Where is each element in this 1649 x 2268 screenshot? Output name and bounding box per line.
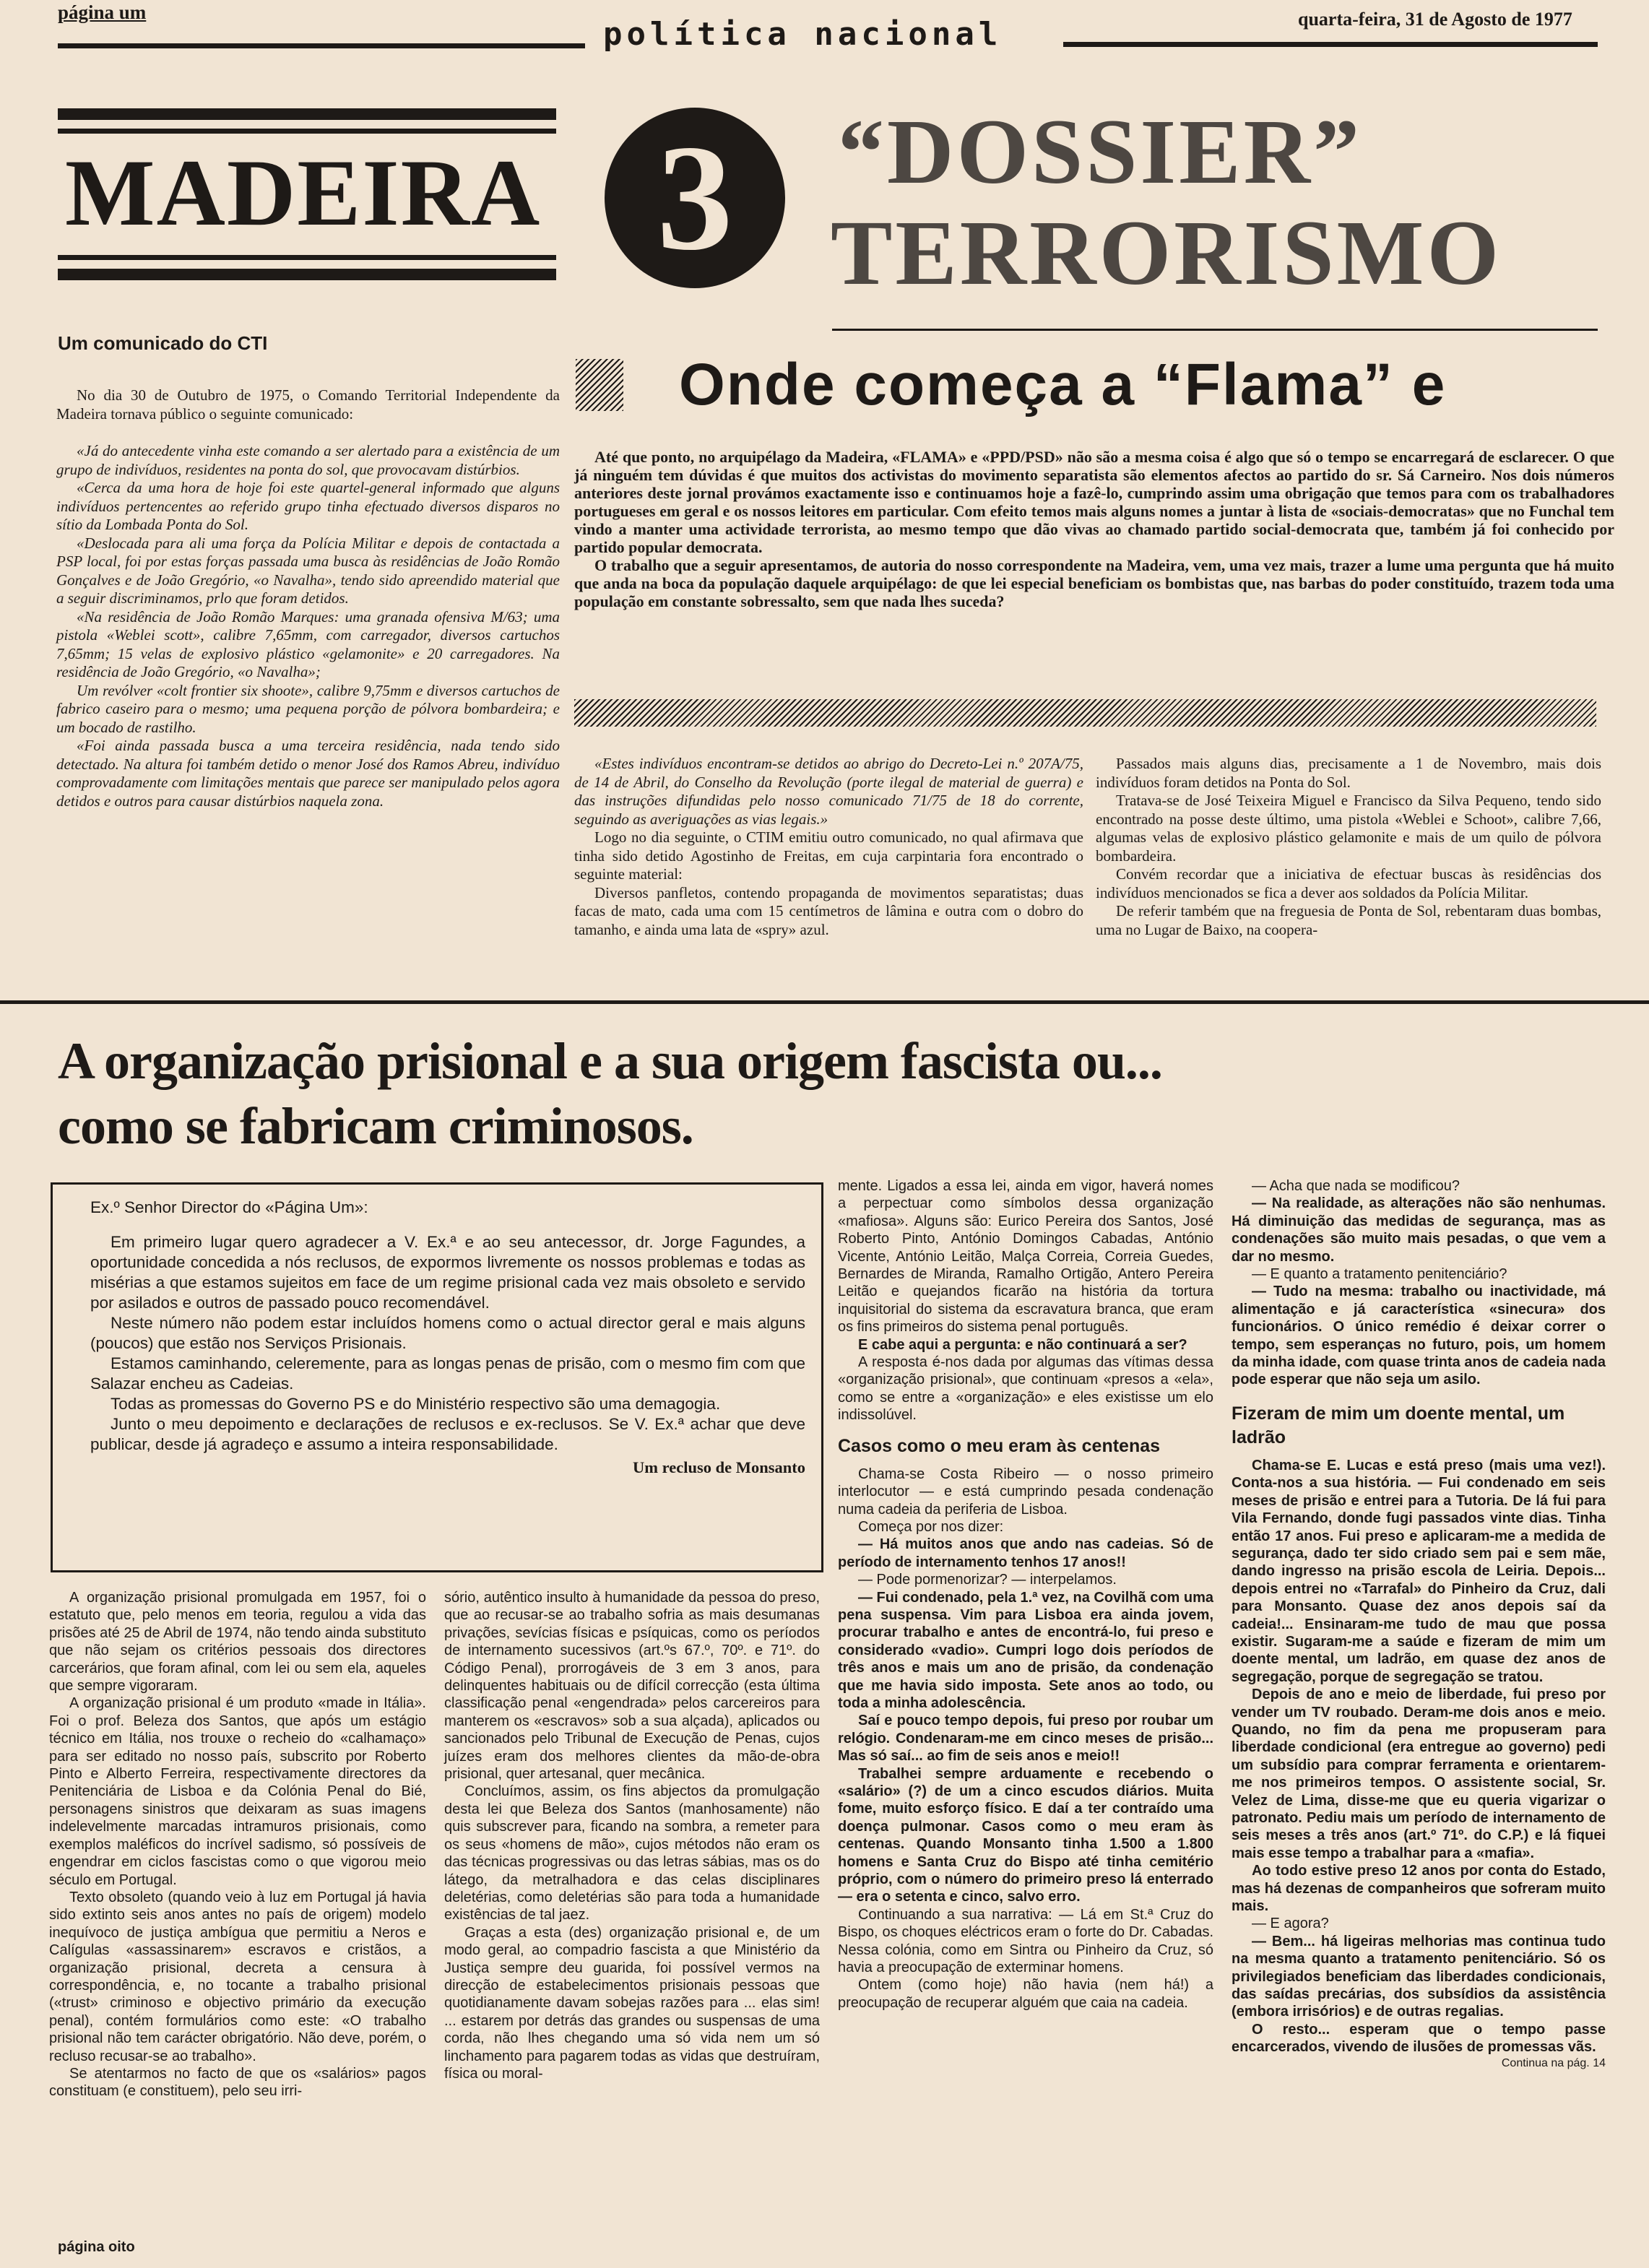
title-underline [832,329,1598,331]
prison-paragraph: E cabe aqui a pergunta: e não continuará a ser? [858,1336,1187,1353]
prison-paragraph: — E quanto a tratamento penitenciário? [1252,1266,1507,1283]
banner-region: MADEIRA [65,139,542,246]
flama-paragraph: Tratava-se de José Teixeira Miguel e Francisco da Silva Pequeno, tendo sido encontrado na posse deste último, uma pistola «Weblei e Schoot», calibre 7,66, algumas velas de explosivo plástico gelamonite e mais de um quilo de pólvora bombardeira. [1096,792,1601,865]
flama-paragraph: Logo no dia seguinte, o CTIM emitiu outro comunicado, no qual afirmava que tinha sido detido Agostinho de Freitas, em cuja carpintaria fora encontrado o seguinte material: [574,828,1083,883]
prison-paragraph: Chama-se Costa Ribeiro — o nosso primeiro interlocutor — e está cumprindo pesada condenação numa cadeia da periferia de Lisboa. [838,1466,1213,1518]
banner-rule [58,269,556,280]
header-rule-left [58,43,585,48]
prison-column-4 [1232,1177,1606,2071]
page-label: página oito [58,2239,135,2255]
prison-paragraph: Texto obsoleto (quando veio à luz em Portugal já havia sido extinto seis anos antes no país de origem) modelo inequívoco de justiça ambígua que permitiu a Neros e Calígulas «assassinarem» escravos e cristãos, a organização prisional, decreta a censura à correspondência, e, no tocante a trabalho prisional («trust» criminoso e objectivo primário da execução penal), contém formulários como este: «O trabalho prisional não tem carácter obrigatório. Não deve, porém, o recluso recusar-se ao trabalho». [49,1889,426,2064]
prison-paragraph: Trabalhei sempre arduamente e recebendo o «salário» (?) de um a cinco escudos diários. Muita fome, muito esforço físico. E daí a ter contraído uma doença pulmonar. Casos como o meu eram às centenas. Quando Monsanto tinha 1.500 a 1.800 homens e Santa Cruz do Bispo até tinha cemitério próprio, com o número do primeiro preso lá enterrado — era o setenta e cinco, salvo erro. [838,1765,1213,1905]
prison-paragraph: Graças a esta (des) organização prisional e, de um modo geral, ao compadrio fascista a que Ministério da Justiça sempre deu guarida, foi possível vermos na direcção de estabelecimentos prisionais pessoas que quotidianamente davam sobejas razões para ... elas sim! ... estarem por detrás das grandes ou suspensas de uma corda, não lhes chegando uma só vida nem um só linchamento para pagarem todas as vidas que destruíram, física ou moral- [444,1924,820,2082]
prison-paragraph: Concluímos, assim, os fins abjectos da promulgação desta lei que Beleza dos Santos (manhosamente) não quis subscrever para, ficando na sombra, a remeter para os seus «homens de mão», cujos métodos não eram os das técnicas progressivas ou das letras sábias, mas os do látego, da metralhadora e das celas disciplinares deletérias, como deletérias são para toda a humanidade existências de tal jaez. [444,1783,820,1923]
cti-heading: Um comunicado do CTI [58,332,268,354]
letter-salutation: Ex.º Senhor Director do «Página Um»: [90,1198,368,1216]
prison-paragraph: Ontem (como hoje) não havia (nem há!) a preocupação de recuperar alguém que caia na cadeia. [838,1977,1213,2011]
hatch-block [576,359,623,411]
letter-signature: Um recluso de Monsanto [633,1458,805,1476]
hatch-divider [574,699,1596,727]
prison-paragraph: Saí e pouco tempo depois, fui preso por roubar um relógio. Condenaram-me em cinco meses de prisão... Mas só saí... ao fim de seis anos e meio!! [838,1713,1213,1765]
cti-quote: «Na residência de João Romão Marques: uma granada ofensiva M/63; uma pistola «Weblei scott», calibre 7,65mm, com carregador, diversos cartuchos 7,65mm; 15 velas de explosivo plástico «gelamonite» e 20 carregadores. Na residência de João Gregório, «o Navalha»; [56,607,560,680]
prison-paragraph: — Acha que nada se modificou? [1252,1178,1460,1194]
prison-paragraph: — E agora? [1252,1916,1329,1932]
prison-paragraph: — Na realidade, as alterações não são nenhumas. Há diminuição das medidas de segurança, mas as condenações são muito mais pesadas, o que vem a dar no mesmo. [1232,1195,1606,1265]
banner-rule [58,129,556,134]
banner-rule [58,108,556,120]
prison-paragraph: O resto... esperam que o tempo passe encarcerados, vivendo de ilusões de promessas vãs. [1232,2021,1606,2056]
section-title: política nacional [603,16,1003,53]
cti-communique [56,442,560,810]
issue-date: quarta-feira, 31 de Agosto de 1977 [1298,9,1572,30]
issue-number-badge [605,108,785,288]
letter-body [90,1198,805,1478]
prison-paragraph: — Bem... há ligeiras melhorias mas continua tudo na mesma quanto a tratamento penitenciário. Só os privilegiados beneficiam das liberdades condicionais, das saídas precárias, dos subsídios da assistência (embora irrisórios) e de outras regalias. [1232,1933,1606,2020]
letter-paragraph: Todas as promessas do Governo PS e do Ministério respectivo são uma demagogia. [111,1395,721,1413]
prison-paragraph: mente. Ligados a essa lei, ainda em vigor, haverá nomes a perpectuar como símbolos dessa organização «mafiosa». Alguns são: Eurico Pereira dos Santos, José Roberto Pinto, António Domingos Cabadas, António Vicente, António Leitão, Malça Correia, Correia Guedes, Bernardes de Miranda, Ramalho Ortigão, Antero Pereira Leitão e quejandos ficarão na história da tortura inquisitorial do sistema da escravatura branca, que eram os fins primeiros do sistema penal português. [838,1178,1213,1336]
cases-subhead: Casos como o meu eram às centenas [838,1435,1161,1456]
letter-paragraph: Em primeiro lugar quero agradecer a V. Ex.ª e ao seu antecessor, dr. Jorge Fagundes, a oportunidade concedida a nós reclusos, de expormos livremente os nossos problemas e todas as misérias a que estamos sujeitos em face de um regime prisional cada vez mais obsoleto e servido por asilados e outros de passado pouco recomendável. [90,1233,805,1312]
prison-paragraph: — Há muitos anos que ando nas cadeias. Só de período de internamento tenhos 17 anos!! [838,1536,1213,1570]
paper-name: página um [58,1,147,23]
prison-headline: como se fabricam criminosos. [58,1097,693,1155]
prison-paragraph: Depois de ano e meio de liberdade, fui preso por vender um TV roubado. Deram-me dois anos e meio. Quando, no fim da pena me propuseram para liberdade condicional (era entregue ao governo) pedi um subsídio para comprar ferramenta e orientarem-me nos primeiros tempos. O assistente social, Sr. Velez de Lima, disse-me que eu queria vigarizar o patronato. Pediu mais um período de internamento de seis meses a três anos (art.º 71º. do C.P.) e lá fiquei mais esse tempo a trabalhar para a «mafia». [1232,1687,1606,1861]
prison-headline: A organização prisional e a sua origem fascista ou... [58,1032,1162,1090]
cti-quote: «Já do antecedente vinha este comando a ser alertado para a existência de um grupo de indivíduos, residentes na ponta do sol, que provocavam distúrbios. [56,442,560,478]
continued-note: Continua na pág. 14 [1501,2056,1606,2069]
flama-headline: Onde começa a “Flama” e [679,352,1447,417]
flama-paragraph: Passados mais alguns dias, precisamente a 1 de Novembro, mais dois indivíduos foram detidos na Ponta do Sol. [1096,755,1601,791]
prison-paragraph: Ao todo estive preso 12 anos por conta do Estado, mas há dezenas de companheiros que sofreram muito mais. [1232,1863,1606,1915]
prison-paragraph: Chama-se E. Lucas e está preso (mais uma vez!). Conta-nos a sua história. — Fui condenado em seis meses de prisão e entrei para a Tutoria. De lá fui para Vila Fernando, donde fugi passados vinte dias. Tinha então 17 anos. Fui preso e aplicaram-me a medida de segurança, dado ter sido criado sem pai e sem mãe, dando ingresso na prisão escola de Leiria. Depois... depois entrei no «Tarrafal» do Pinheiro da Cruz, dali para Monsanto. Quase dez anos depois saí da cadeia!... Ensinaram-me tudo de mau que possa existir. Sugaram-me a saúde e fizeram de mim um doente mental, um ladrão, em quase dez anos de segregação, porque de segregação se tratou. [1232,1457,1606,1685]
prison-paragraph: sório, autêntico insulto à humanidade da pessoa do preso, que ao recusar-se ao trabalho sofria as mais desumanas privações, sevícias físicas e psíquicas, como os períodos de internamento sucessivos (art.ºs 67.º, 70º. e 71º. do Código Penal), prorrogáveis de 3 em 3 anos, para delinquentes habituais ou de difícil correcção (esta última classificação penal «engendrada» pelos carcereiros para manterem os «escravos» sob a sua alçada), aplicados ou sancionados pelo Tribunal de Execução de Penas, cujos juízes eram dos melhores clientes da mão-de-obra prisional, quer artesanal, quer mecânica. [444,1590,820,1783]
flama-column-2 [1096,755,1601,939]
flama-column-1 [574,755,1083,939]
letter-paragraph: Neste número não podem estar incluídos homens como o actual director geral e mais alguns (poucos) que estão nos Serviços Prisionais. [90,1314,805,1352]
dossier-title: “DOSSIER” [838,100,1362,203]
letter-paragraph: Estamos caminhando, celeremente, para as longas penas de prisão, com o mesmo fim com que Salazar encheu as Cadeias. [90,1354,805,1393]
terrorism-title: TERRORISMO [831,202,1502,304]
flama-lead-paragraph: Até que ponto, no arquipélago da Madeira, «FLAMA» e «PPD/PSD» não são a mesma coisa é algo que só o tempo se encarregará de esclarecer. O que já ninguém tem dúvidas é que muitos dos activistas do movimento separatista são elementos afectos ao partido do sr. Sá Carneiro. Nos dois números anteriores deste jornal provámos exactamente isso e continuamos hoje a fazê-lo, cumprindo assim uma obrigação que temos para com os trabalhadores portugueses em geral e os nossos leitores em particular. Com efeito temos mais alguns nomes a juntar à lista de «sociais-democratas» que no Funchal tem vindo a manter uma actividade terrorista, ao mesmo tempo que dão vivas ao chamado partido social-democrata que, também já foi conhecido por partido popular democrata. [574,448,1614,556]
prison-column-2 [444,1589,820,2082]
prison-paragraph: A organização prisional é um produto «made in Itália». Foi o prof. Beleza dos Santos, que após um estágio técnico em Itália, nos trouxe o recheio do «calhamaço» para ser editado no nosso país, subscrito por Roberto Pinto e Alberto Ferreira, respectivamente directores da Penitenciária de Lisboa e da Colónia Penal do Bié, personagens sinistros que deixaram as suas imagens indelevelmente marcadas intramuros prisionais, como exemplos maléficos do incrível sadismo, só possíveis de engendrar em ciclos fascistas como o que vigorou meio século em Portugal. [49,1695,426,1888]
letter-box [51,1182,823,1572]
prison-column-1 [49,1589,426,2100]
flama-paragraph: Convém recordar que a iniciativa de efectuar buscas às residências dos indivíduos mencionados se fica a dever aos soldados da Polícia Militar. [1096,865,1601,901]
prison-paragraph: Começa por nos dizer: [858,1518,1004,1535]
prison-paragraph: — Pode pormenorizar? — interpelamos. [858,1572,1117,1588]
prison-paragraph: — Fui condenado, pela 1.ª vez, na Covilhã com uma pena suspensa. Vim para Lisboa era ainda jovem, procurar trabalho e antes de encontrá-lo, fui preso e considerado «vadio». Cumpri logo dois períodos de três anos e mais um ano de prisão, da condenação que me havia sido imposta. Sete anos ao todo, ou toda a minha adolescência. [838,1589,1213,1711]
issue-number: 3 [657,114,733,282]
section-divider [0,1000,1649,1004]
flama-lead [574,448,1614,610]
banner-rule [58,255,556,260]
cti-paragraph: No dia 30 de Outubro de 1975, o Comando Territorial Independente da Madeira tornava público o seguinte comunicado: [56,386,560,423]
prison-paragraph: A organização prisional promulgada em 1957, foi o estatuto que, pelo menos em teoria, regulou a vida das prisões até 25 de Abril de 1974, não tendo ainda substituto que não sejam os critérios pessoais dos directores carcerários, que foram afinal, com lei ou sem ela, aqueles que sempre vigoraram. [49,1590,426,1694]
cti-quote: «Foi ainda passada busca a uma terceira residência, nada tendo sido detectado. Na altura foi também detido o menor José dos Ramos Abreu, indivíduo comprovadamente com limitações mentais que parece ser manipulado pelos agora detidos e outros para causar distúrbios naquela zona. [56,737,560,810]
prison-paragraph: A resposta é-nos dada por algumas das vítimas dessa «organização prisional», que continuam «presos a «ela», como se entre a «organização» e eles existisse um elo indissolúvel. [838,1354,1213,1424]
header-rule-right [1063,42,1598,47]
prison-column-3 [838,1177,1213,2012]
flama-lead-paragraph: O trabalho que a seguir apresentamos, de autoria do nosso correspondente na Madeira, vem, uma vez mais, trazer a lume uma pergunta que há muito que anda na boca da população daquele arquipélago: de que lei especial beneficiam os bombistas que, nas barbas do poder constituído, trazem toda uma população em constante sobressalto, sem que nada lhes suceda? [574,556,1614,610]
cti-quote: Um revólver «colt frontier six shoote», calibre 9,75mm e diversos cartuchos de fabrico caseiro para o mesmo; uma pequena porção de pólvora bombardeira; e um bocado de rastilho. [56,681,560,736]
cti-quote: «Deslocada para ali uma força da Polícia Militar e depois de contactada a PSP local, foi por estas forças passada uma busca às residências de João Romão Gonçalves e de João Gregório, «o Navalha», tendo sido apreendido material que a seguir discriminamos, prlo que foram detidos. [56,534,560,607]
letter-paragraph: Junto o meu depoimento e declarações de reclusos e ex-reclusos. Se V. Ex.ª achar que deve publicar, desde já agradeço e assumo a inteira responsabilidade. [90,1415,805,1453]
flama-paragraph: Diversos panfletos, contendo propaganda de movimentos separatistas; duas facas de mato, cada uma com 15 centímetros de lâmina e outra com o dobro do tamanho, e ainda uma lata de «spry» azul. [574,883,1083,938]
cti-intro [56,386,560,423]
flama-quote: «Estes indivíduos encontram-se detidos ao abrigo do Decreto-Lei n.º 207A/75, de 14 de Abril, do Conselho da Revolução (porte ilegal de material de guerra) e das instruções difundidas pelo nosso comunicado 71/75 de 18 do corrente, seguindo as averiguações as vias legais.» [574,755,1083,828]
cti-quote: «Cerca da uma hora de hoje foi este quartel-general informado que alguns indivíduos pertencentes ao referido grupo tinha efectuado diversos disparos no sítio da Lombada Ponta do Sol. [56,479,560,533]
flama-paragraph: De referir também que na freguesia de Ponta de Sol, rebentaram duas bombas, uma no Lugar de Baixo, na coopera- [1096,902,1601,938]
prison-paragraph: Continuando a sua narrativa: — Lá em St.ª Cruz do Bispo, os choques eléctricos eram o forte do Dr. Cabadas. Nessa colónia, como em Sintra ou Pinheiro da Cruz, só havia a preocupação de exterminar homens. [838,1906,1213,1976]
prison-paragraph: Se atentarmos no facto de que os «salários» pagos constituam (e constituem), pelo seu irri- [49,2065,426,2100]
prison-paragraph: — Tudo na mesma: trabalho ou inactividade, má alimentação e já característica «sinecura» dos funcionários. O único remédio é deixar correr o tempo, sem esperanças no futuro, pois, um homem da minha idade, com quase trinta anos de cadeia nada pode esperar que não seja um asilo. [1232,1284,1606,1388]
mental-subhead: Fizeram de mim um doente mental, um ladrão [1232,1403,1565,1447]
